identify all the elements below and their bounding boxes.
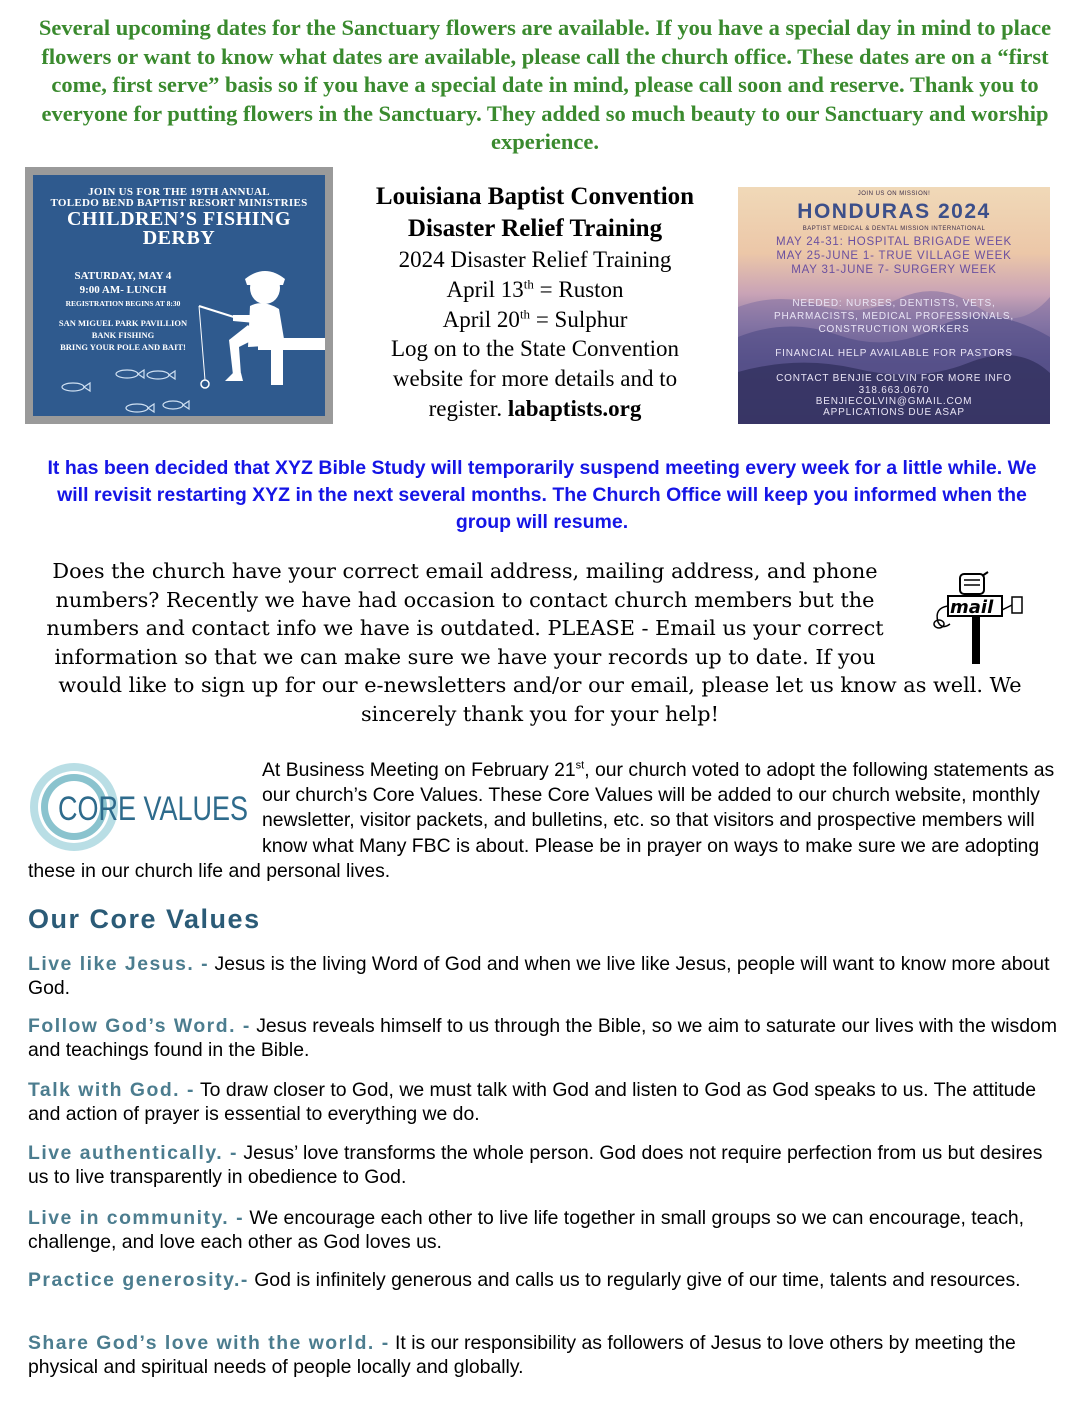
core-value-item [28, 1206, 1063, 1255]
fishing-date: SATURDAY, MAY 4 9:00 AM- LUNCH [74, 270, 172, 296]
core-value-text: Jesus is the living Word of God and when we live like Jesus, people will want to know more about God. [28, 953, 1050, 1000]
honduras-org: BAPTIST MEDICAL & DENTAL MISSION INTERNATIONAL [802, 226, 986, 232]
fishing-registration: REGISTRATION BEGINS AT 8:30 [65, 299, 181, 308]
core-value-title: Follow God’s Word. - [28, 1015, 251, 1037]
honduras-contact: CONTACT BENJIE COLVIN FOR MORE INFO [776, 373, 1012, 384]
core-value-title: Talk with God. - [28, 1079, 195, 1101]
honduras-financial: FINANCIAL HELP AVAILABLE FOR PASTORS [775, 348, 1013, 359]
core-value-text: Jesus’ love transforms the whole person. God does not require perfection from us but desires us to live transparently in obedience to God. [28, 1142, 1043, 1189]
flowers-notice: Several upcoming dates for the Sanctuary flowers are available. If you have a special day in mind to place flowers or want to know what dates are available, please call the church office. These dates are on a “first come, first serve” basis so if you have a special date in mind, please call soon and reserve. Thank you to everyone for putting flowers in the Sanctuary. They added so much beauty to our Sanctuary and worship experience. [38, 15, 1052, 154]
disaster-relief-notice [345, 181, 725, 424]
xyz-notice: It has been decided that XYZ Bible Study will temporarily suspend meeting every week for a little while. We will revisit restarting XYZ in the next several months. The Church Office will keep you informed when the group will resume. [47, 457, 1037, 533]
core-value-item [28, 1078, 1063, 1127]
fishing-title: CHILDREN’S FISHING DERBY [66, 208, 292, 249]
relief-heading-1: Louisiana Baptist Convention [375, 183, 695, 210]
honduras-needed: CONSTRUCTION WORKERS [818, 324, 970, 335]
honduras-title: HONDURAS 2024 [797, 200, 991, 223]
core-logo-text: CORE VALUES [58, 790, 248, 828]
core-value-item [28, 952, 1063, 1001]
relief-info: Log on to the State Convention [390, 336, 680, 362]
mailbox-label: mail [950, 597, 994, 618]
honduras-join: JOIN US ON MISSION! [857, 191, 931, 197]
core-value-title: Share God’s love with the world. - [28, 1332, 390, 1354]
relief-heading-2: Disaster Relief Training [407, 215, 663, 242]
core-values-title: Our Core Values [28, 904, 261, 934]
contact-notice [40, 557, 1040, 729]
core-value-text: We encourage each other to live life together in small groups so we can encourage, teach, challenge, and love each other as God loves us. [28, 1207, 1025, 1254]
core-value-text: It is our responsibility as followers of Jesus to love others by meeting the physical and spiritual needs of people locally and globally. [28, 1332, 1016, 1379]
honduras-needed: NEEDED: NURSES, DENTISTS, VETS, [792, 298, 996, 309]
honduras-week-1: MAY 24-31: HOSPITAL BRIGADE WEEK [775, 236, 1013, 248]
relief-line: 2024 Disaster Relief Training [398, 247, 672, 272]
honduras-phone: 318.663.0670 [858, 385, 930, 396]
core-value-item [28, 1141, 1063, 1190]
business-meeting-paragraph: At Business Meeting on February 21st, our church voted to adopt the following statements as our church’s Core Values. These Core Values will be added to our church website, monthly newsletter, visitor packets, and bulletins, etc. so that visitors and prospective members will know what Many FBC is about. Please be in prayer on ways to make sure we are adopting these in our church life and personal lives. [28, 759, 1055, 882]
core-value-title: Live like Jesus. - [28, 953, 210, 975]
email-mailbox-icon [930, 572, 1030, 667]
fishing-location: SAN MIGUEL PARK PAVILLION BANK FISHING BRING YOUR POLE AND BAIT! [58, 318, 188, 352]
honduras-week-3: MAY 31-JUNE 7- SURGERY WEEK [791, 264, 997, 276]
honduras-needed: PHARMACISTS, MEDICAL PROFESSIONALS, [774, 311, 1014, 322]
core-value-text: Jesus reveals himself to us through the Bible, so we aim to saturate our lives with the wisdom and teachings found in the Bible. [28, 1015, 1057, 1062]
relief-website-link[interactable]: labaptists.org [507, 395, 642, 421]
core-value-title: Practice generosity.- [28, 1269, 249, 1291]
core-value-item [28, 1014, 1063, 1063]
logo-float-spacer [28, 758, 262, 858]
relief-info: register. labaptists.org [428, 395, 642, 421]
honduras-week-2: MAY 25-JUNE 1- TRUE VILLAGE WEEK [776, 250, 1012, 262]
core-value-text: To draw closer to God, we must talk with God and listen to God as God speaks to us. The attitude and action of prayer is essential to everything we do. [28, 1079, 1036, 1126]
core-value-item [28, 1268, 1063, 1292]
honduras-applications: APPLICATIONS DUE ASAP [823, 407, 965, 418]
fishing-join-line: JOIN US FOR THE 19TH ANNUAL TOLEDO BEND BAPTIST RESORT MINISTRIES [50, 186, 308, 209]
contact-text: Does the church have your correct email address, mailing address, and phone numbers? Recently we have had occasion to contact church members but the numbers and contact info we have is outdated. PLEASE - Email us your correct information so that we can make sure we have your records up to date. If you would like to sign up for our e-newsletters and/or our email, please let us know as well. We sincerely thank you for your help! [46, 559, 1022, 726]
honduras-email: BENJIECOLVIN@GMAIL.COM [815, 396, 973, 407]
fishing-derby-flyer [25, 167, 333, 424]
relief-sulphur: April 20th = Sulphur [442, 305, 628, 332]
relief-ruston: April 13th = Ruston [446, 276, 624, 302]
core-value-title: Live authentically. - [28, 1142, 239, 1164]
honduras-mission-flyer [738, 187, 1050, 424]
core-value-text: God is infinitely generous and calls us to regularly give of our time, talents and resources. [248, 1269, 1021, 1291]
relief-info: website for more details and to [392, 366, 678, 392]
core-value-title: Live in community. - [28, 1207, 245, 1229]
core-value-item [28, 1331, 1063, 1380]
